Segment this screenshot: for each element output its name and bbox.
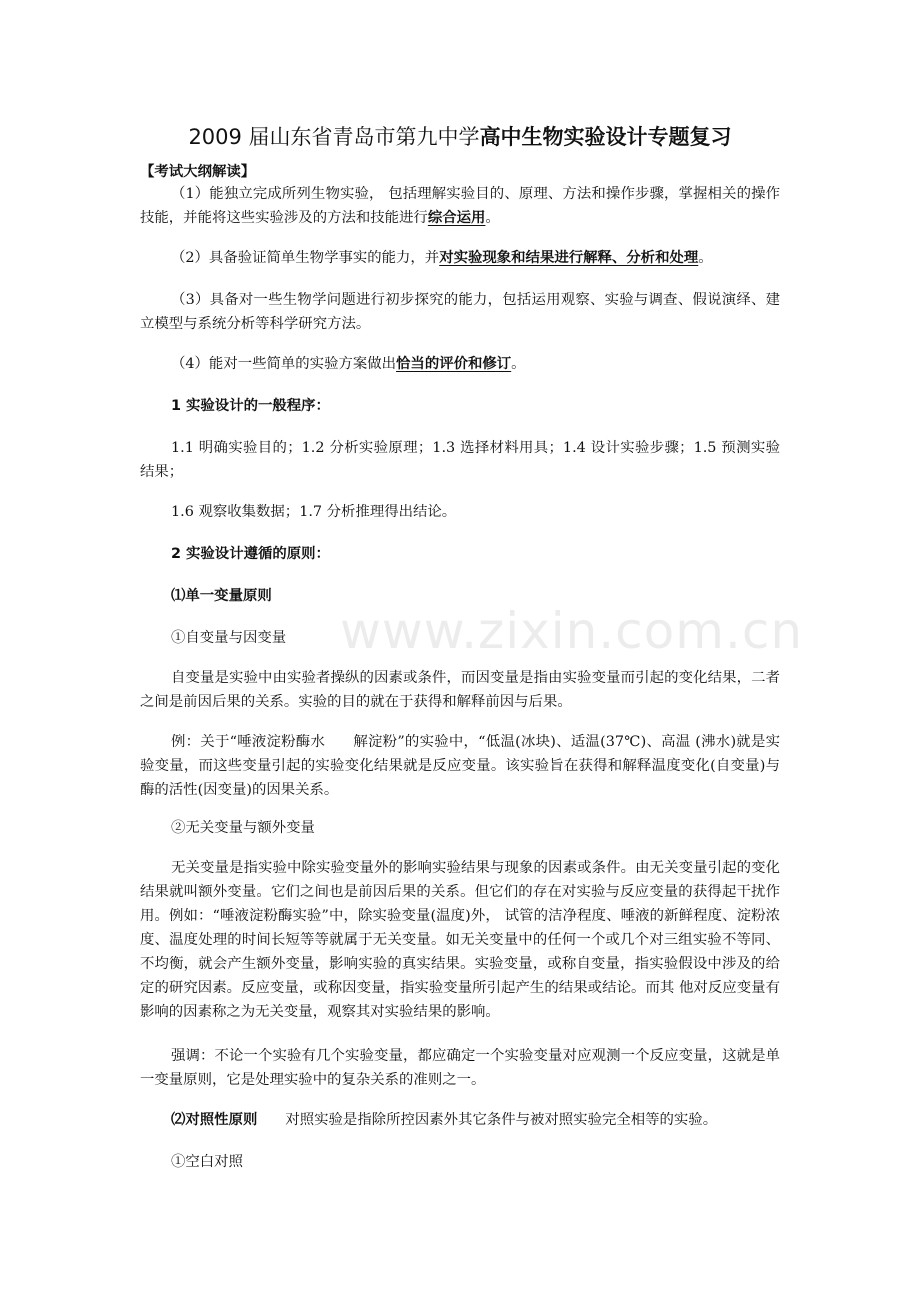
outline-item-3 xyxy=(140,288,780,336)
item-4-emphasis: 恰当的评价和修订 xyxy=(396,356,512,372)
title-plain: 2009 届山东省青岛市第九中学 xyxy=(188,125,480,149)
sub-heading-2: ②无关变量与额外变量 xyxy=(171,820,315,836)
outline-item-1 xyxy=(140,182,780,230)
section-2-heading: 2 实验设计遵循的原则： xyxy=(171,546,330,562)
paragraph-2-start: 例：关于“唾液淀粉酶水 xyxy=(171,734,326,750)
item-3-text: （3）具备对一些生物学问题进行初步探究的能力，包括运用观察、实验与调查、假说演绎、建立模型与系统分析等科学研究方法。 xyxy=(140,292,780,332)
paragraph-2-rest: 解淀粉”的实验中，“低温(冰块)、适温(37℃)、高温 (沸水)就是实验变量，而这些变量引起的实验变化结果就是反应变量。该实验旨在获得和解释温度变化(自变量)与酶的活性(因变量)的因果关系。 xyxy=(140,734,780,798)
title-bold: 高中生物实验设计专题复习 xyxy=(479,125,732,149)
item-2-end: 。 xyxy=(698,250,713,266)
principle-1-heading: ⑴单一变量原则 xyxy=(171,588,272,604)
outline-item-4 xyxy=(140,352,780,376)
paragraph-4: 强调：不论一个实验有几个实验变量，都应确定一个实验变量对应观测一个反应变量，这就是单一变量原则，它是处理实验中的复杂关系的准则之一。 xyxy=(140,1048,780,1088)
paragraph-1: 自变量是实验中由实验者操纵的因素或条件，而因变量是指由实验变量而引起的变化结果，二者之间是前因后果的关系。实验的目的就在于获得和解释前因与后果。 xyxy=(140,670,780,710)
item-1-end: 。 xyxy=(485,210,500,226)
sub-heading-3: ①空白对照 xyxy=(171,1154,243,1170)
section-1-heading: 1 实验设计的一般程序： xyxy=(171,398,330,414)
sub-heading-1: ①自变量与因变量 xyxy=(171,630,287,646)
item-2-text: （2）具备验证简单生物学事实的能力，并 xyxy=(171,250,440,266)
paragraph-3: 无关变量是指实验中除实验变量外的影响实验结果与现象的因素或条件。由无关变量引起的变化结果就叫额外变量。它们之间也是前因后果的关系。但它们的存在对实验与反应变量的获得起干扰作用。例如：“唾液淀粉酶实验”中，除实验变量(温度)外， 试管的洁净程度、唾液的新鲜程度、淀粉浓度、温度处理的时间长短等等就属于无关变量。如无关变量中的任何一个或几个对三组实验不等同、不均衡，就会产生额外变量，影响实验的真实结果。实验变量，或称自变量，指实验假设中涉及的给定的研究因素。反应变量，或称因变量，指实验变量所引起产生的结果或结论。而其 他对反应变量有影响的因素称之为无关变量，观察其对实验结果的影响。 xyxy=(140,860,780,1020)
section-1-steps: 1.1 明确实验目的；1.2 分析实验原理；1.3 选择材料用具；1.4 设计实验步骤；1.5 预测实验结果； xyxy=(140,440,780,480)
document-title xyxy=(0,122,920,152)
item-1-emphasis: 综合运用 xyxy=(427,210,486,226)
principle-2-text: 对照实验是指除所控因素外其它条件与被对照实验完全相等的实验。 xyxy=(285,1112,718,1128)
item-4-text: （4）能对一些简单的实验方案做出 xyxy=(171,356,397,372)
item-1-text: （1）能独立完成所列生物实验， 包括理解实验目的、原理、方法和操作步骤，掌握相关的操作技能，并能将这些实验涉及的方法和技能进行 xyxy=(140,186,780,226)
item-2-emphasis: 对实验现象和结果进行解释、分析和处理 xyxy=(439,250,699,266)
outline-heading: 【考试大纲解读】 xyxy=(140,164,256,180)
section-1-steps-cont: 1.6 观察收集数据；1.7 分析推理得出结论。 xyxy=(171,504,457,520)
outline-item-2 xyxy=(140,246,780,270)
watermark: www.zixin.com.cn xyxy=(340,602,804,660)
principle-2-line xyxy=(140,1108,780,1132)
paragraph-2 xyxy=(140,730,780,802)
principle-2-heading: ⑵对照性原则 xyxy=(171,1112,258,1128)
item-4-end: 。 xyxy=(511,356,526,372)
